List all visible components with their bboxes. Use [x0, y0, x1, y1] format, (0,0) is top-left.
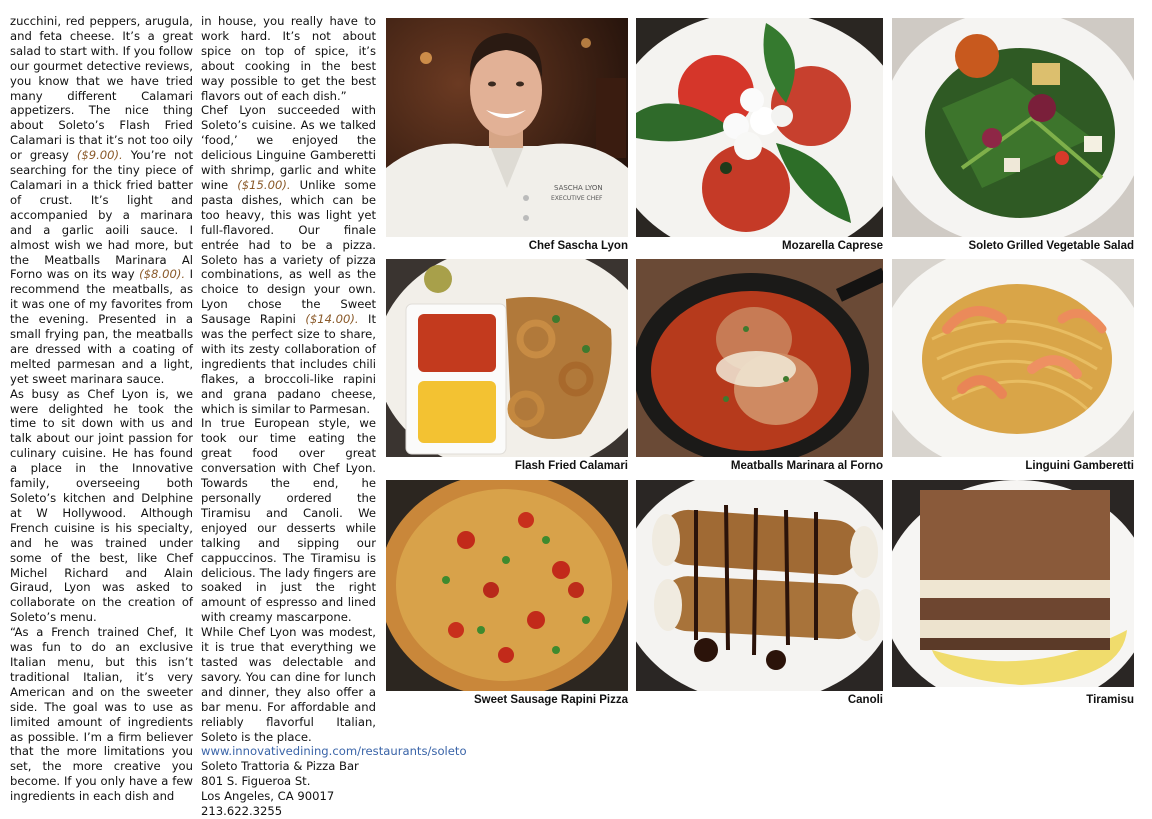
jacket-name-text: SASCHA LYON: [554, 184, 603, 192]
restaurant-link[interactable]: www.innovativedining.com/restaurants/soleto: [201, 744, 467, 759]
caption-canoli: Canoli: [847, 694, 883, 706]
article-paragraph: While Chef Lyon was modest, it is true that everything we tasted was delectable and savory. You can dine for lunch and dinner, they also offer a bar menu. For affordable and reliably flavorful Italian, Soleto is the place.: [201, 625, 376, 744]
address-city: Los Angeles, CA 90017: [201, 789, 335, 804]
article-column-2: [201, 14, 467, 819]
caption-linguini: Linguini Gamberetti: [1025, 460, 1134, 472]
article-paragraph: As busy as Chef Lyon is, we were delighted he took the time to sit down with us and talk about our joint passion for culinary cuisine. He has found a place in the Innovative family, overseeing both Soleto’s kitchen and Delphine at W Hollywood. Although French cuisine is his specialty, and he was trained under some of the best, like Chef Michel Richard and Alain Giraud, Lyon was asked to collaborate on the creation of Soleto’s menu.: [10, 386, 193, 625]
price: ($15.00).: [237, 177, 291, 192]
address-name: Soleto Trattoria & Pizza Bar: [201, 759, 359, 774]
photo-meatballs: [636, 259, 883, 457]
price: ($14.00).: [305, 312, 359, 327]
photo-canoli: [636, 480, 883, 691]
caption-pizza: Sweet Sausage Rapini Pizza: [473, 694, 628, 706]
caption-chef: Chef Sascha Lyon: [528, 240, 628, 252]
caption-tiramisu: Tiramisu: [1086, 694, 1134, 706]
photo-caprese: [636, 18, 883, 237]
price: ($9.00).: [76, 148, 123, 163]
caption-meatballs: Meatballs Marinara al Forno: [730, 460, 883, 472]
photo-pizza: [386, 480, 628, 691]
photo-calamari: [386, 259, 628, 457]
caption-caprese: Mozarella Caprese: [782, 240, 883, 252]
article-paragraph: In true European style, we took our time eating the great food over great conversation with Chef Lyon. Towards the end, he personally ordered the Tiramisu and Canoli. We enjoyed our desserts while talking and sipping our cappuccinos. The Tiramisu is delicious. The lady fingers are soaked in just the right amount of espresso and lined with creamy mascarpone.: [201, 416, 376, 625]
caption-calamari: Flash Fried Calamari: [514, 460, 628, 472]
photo-salad: [892, 18, 1134, 237]
photo-linguini: [892, 259, 1134, 457]
photo-tiramisu: [892, 480, 1134, 687]
article-paragraph: “As a French trained Chef, It was fun to do an exclusive Italian menu, but this isn’t traditional Italian, it’s very American and on the sweeter side. The goal was to use as limited amount of ingredients as possible. I’m a firm believer that the more limitations you set, the more creative you become. If you only have a few ingredients in each dish and: [10, 625, 193, 804]
article-paragraph: in house, you really have to work hard. It’s not about spice on top of spice, it’s about cooking in the best way possible to get the best flavors out of each dish.”: [201, 14, 376, 103]
address-phone: 213.622.3255: [201, 804, 283, 819]
article-paragraph: zucchini, red peppers, arugula, and feta cheese. It’s a great salad to start with. If you follow our gourmet detective reviews, you know that we have tried many different Calamari appetizers. The nice thing about Soleto’s Flash Fried Calamari is that it’s not too oily or greasy ($9.00). You’re not searching for the tiny piece of Calamari in a thick fried batter of crust. It’s light and accompanied by a marinara and a garlic aoili sauce. I almost wish we had more, but the Meatballs Marinara Al Forno was on its way ($8.00). I recommend the meatballs, as it was one of my favorites from the evening. Presented in a small frying pan, the meatballs are dressed with a coating of melted parmesan and a light, yet sweet marinara sauce.: [10, 14, 194, 386]
article-paragraph: Chef Lyon succeeded with Soleto’s cuisine. As we talked ‘food,’ we enjoyed the delicious Linguine Gamberetti with shrimp, garlic and white wine ($15.00). Unlike some pasta dishes, which can be too heavy, this was light yet full-flavored. Our finale entrée had to be a pizza. Soleto has a variety of pizza combinations, as well as the choice to design your own. Lyon chose the Sweet Sausage Rapini ($14.00). It was the perfect size to share, with its zesty collaboration of ingredients that includes chili flakes, a broccoli-like rapini and grana padano cheese, which is similar to Parmesan.: [201, 103, 376, 416]
price: ($8.00).: [139, 267, 186, 282]
address-street: 801 S. Figueroa St.: [201, 774, 311, 789]
jacket-title-text: EXECUTIVE CHEF: [551, 195, 603, 202]
article-column-1: [10, 14, 193, 804]
caption-salad: Soleto Grilled Vegetable Salad: [968, 240, 1134, 252]
photo-chef: [386, 18, 628, 237]
